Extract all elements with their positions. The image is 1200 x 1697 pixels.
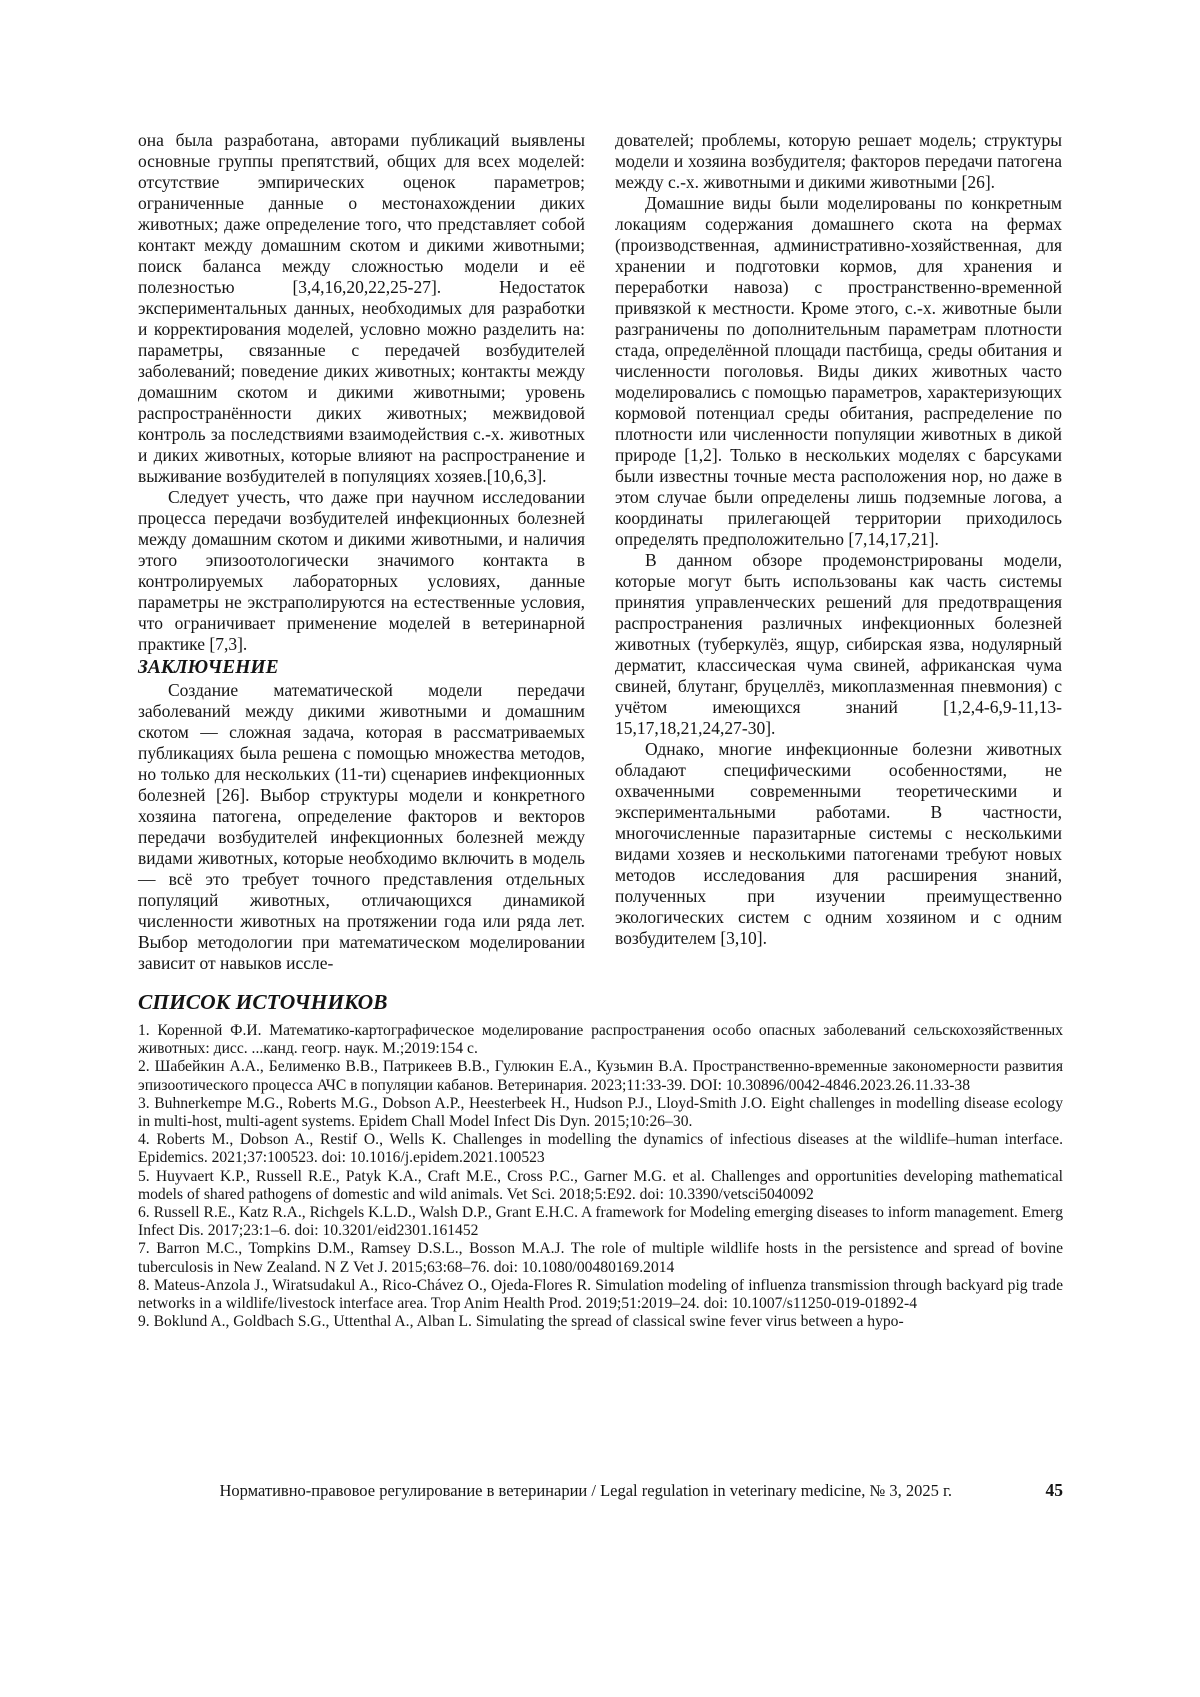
footer-journal-line: Нормативно-правовое регулирование в ветеринарии / Legal regulation in veterinary medicine, № 3, 2025 г. — [219, 1481, 952, 1500]
reference-item: 9. Boklund A., Goldbach S.G., Uttenthal A., Alban L. Simulating the spread of classical swine fever virus between a hypo- — [138, 1313, 904, 1331]
reference-item: 5. Huyvaert K.P., Russell R.E., Patyk K.A., Craft M.E., Cross P.C., Garner M.G. et al. Challenges and opportunities developing mathematical models of shared pathogens of domestic and wild animals. Vet Sci. 2018;5:E92. doi: 10.3390/vetsci5040092 — [138, 1167, 1063, 1203]
reference-item: 8. Mateus-Anzola J., Wiratsudakul A., Rico-Chávez O., Ojeda-Flores R. Simulation modeling of influenza transmission through backyard pig trade networks in a wildlife/livestock interface area. Trop Anim Health Prod. 2019;51:2019–24. doi: 10.1007/s11250-019-01892-4 — [138, 1276, 1063, 1313]
reference-item: 4. Roberts M., Dobson A., Restif O., Wells K. Challenges in modelling the dynamics of infectious diseases at the wildlife–human interface. Epidemics. 2021;37:100523. doi: 10.1016/j.epidem.2021.100523 — [138, 1131, 1063, 1167]
body-paragraph: Домашние виды были моделированы по конкретным локациям содержания домашнего скота на фермах (производственная, административно-хозяйственная, для хранении и подготовки кормов, для хранения и переработки навоза) с пространственно-временной привязкой к местности. Кроме этого, с.-х. животные были разграничены по дополнительным параметрам плотности стада, определённой площади пастбища, среды обитания и численности поголовья. Виды диких животных часто моделировались с помощью параметров, характеризующих кормовой потенциал среды обитания, распределение по плотности или численности популяции животных в дикой природе [1,2]. Только в нескольких моделях с барсуками были известны точные места расположения нор, но даже в этом случае были определены лишь подземные логова, а координаты прилегающей территории приходилось определять предположительно [7,14,17,21]. — [615, 193, 1062, 549]
references-list — [138, 1022, 1063, 1331]
left-column — [138, 130, 585, 974]
reference-item: 6. Russell R.E., Katz R.A., Richgels K.L.D., Walsh D.P., Grant E.H.C. A framework for Modeling emerging diseases to inform management. Emerg Infect Dis. 2017;23:1–6. doi: 10.3201/eid2301.161452 — [138, 1204, 1063, 1240]
right-column — [615, 130, 1062, 974]
body-paragraph: В данном обзоре продемонстрированы модели, которые могут быть использованы как часть системы принятия управленческих решений для предотвращения распространения различных инфекционных болезней животных (туберкулёз, ящур, сибирская язва, нодулярный дерматит, классическая чума свиней, африканская чума свиней, блутанг, бруцеллёз, микоплазменная пневмония) с учётом имеющихся знаний [1,2,4-6,9-11,13-15,17,18,21,24,27-30]. — [615, 550, 1062, 738]
reference-item: 1. Коренной Ф.И. Математико-картографическое моделирование распространения особо опасных заболеваний сельскохозяйственных животных: дисс. ...канд. геогр. наук. М.;2019:154 с. — [138, 1022, 1063, 1058]
references-heading: СПИСОК ИСТОЧНИКОВ — [138, 990, 388, 1014]
two-column-body — [138, 130, 1063, 974]
references-section — [138, 990, 1063, 1331]
page-footer — [138, 1480, 1063, 1501]
body-paragraph: дователей; проблемы, которую решает модель; структуры модели и хозяина возбудителя; факторов передачи патогена между с.-х. животными и дикими животными [26]. — [615, 130, 1062, 192]
conclusion-heading: ЗАКЛЮЧЕНИЕ — [138, 657, 279, 678]
page-number: 45 — [1045, 1480, 1063, 1500]
body-paragraph: Следует учесть, что даже при научном исследовании процесса передачи возбудителей инфекционных болезней между домашним скотом и дикими животными, и наличия этого эпизоотологически значимого контакта в контролируемых лабораторных условиях, данные параметры не экстраполируются на естественные условия, что ограничивает применение моделей в ветеринарной практике [7,3]. — [138, 487, 585, 654]
reference-item: 7. Barron M.C., Tompkins D.M., Ramsey D.S.L., Bosson M.A.J. The role of multiple wildlife hosts in the persistence and spread of bovine tuberculosis in New Zealand. N Z Vet J. 2015;63:68–76. doi: 10.1080/00480169.2014 — [138, 1240, 1063, 1276]
body-paragraph: Однако, многие инфекционные болезни животных обладают специфическими особенностями, не охваченными современными теоретическими и экспериментальными работами. В частности, многочисленные паразитарные системы с несколькими видами хозяев и несколькими патогенами требуют новых методов исследования для расширения знаний, полученных при изучении преимущественно экологических систем с одним хозяином и с одним возбудителем [3,10]. — [615, 739, 1062, 948]
body-paragraph: она была разработана, авторами публикаций выявлены основные группы препятствий, общих для всех моделей: отсутствие эмпирических оценок параметров; ограниченные данные о местонахождении диких животных; даже определение того, что представляет собой контакт между домашним скотом и дикими животными; поиск баланса между сложностью модели и её полезностью [3,4,16,20,22,25-27]. Недостаток экспериментальных данных, необходимых для разработки и корректирования моделей, условно можно разделить на: параметры, связанные с передачей возбудителей заболеваний; поведение диких животных; контакты между домашним скотом и дикими животными; уровень распространённости диких животных; межвидовой контроль за последствиями взаимодействия с.-х. животных и диких животных, которые влияют на распространение и выживание возбудителей в популяциях хозяев.[10,6,3]. — [138, 130, 585, 486]
reference-item: 2. Шабейкин А.А., Белименко В.В., Патрикеев В.В., Гулюкин Е.А., Кузьмин В.А. Пространственно-временные закономерности развития эпизоотического процесса АЧС в популяции кабанов. Ветеринария. 2023;11:33-39. DOI: 10.30896/0042-4846.2023.26.11.33-38 — [138, 1058, 1063, 1094]
reference-item: 3. Buhnerkempe M.G., Roberts M.G., Dobson A.P., Heesterbeek H., Hudson P.J., Lloyd-Smith J.O. Eight challenges in modelling disease ecology in multi-host, multi-agent systems. Epidem Chall Model Infect Dis Dyn. 2015;10:26–30. — [138, 1094, 1063, 1131]
body-paragraph: Создание математической модели передачи заболеваний между дикими животными и домашним скотом — сложная задача, которая в рассматриваемых публикациях была решена с помощью множества методов, но только для нескольких (11-ти) сценариев инфекционных болезней [26]. Выбор структуры модели и конкретного хозяина патогена, определение факторов и векторов передачи возбудителей инфекционных болезней между видами животных, которые необходимо включить в модель — всё это требует точного представления отдельных популяций животных, отличающихся динамикой численности животных на протяжении года или ряда лет. Выбор методологии при математическом моделировании зависит от навыков иссле- — [138, 680, 585, 973]
